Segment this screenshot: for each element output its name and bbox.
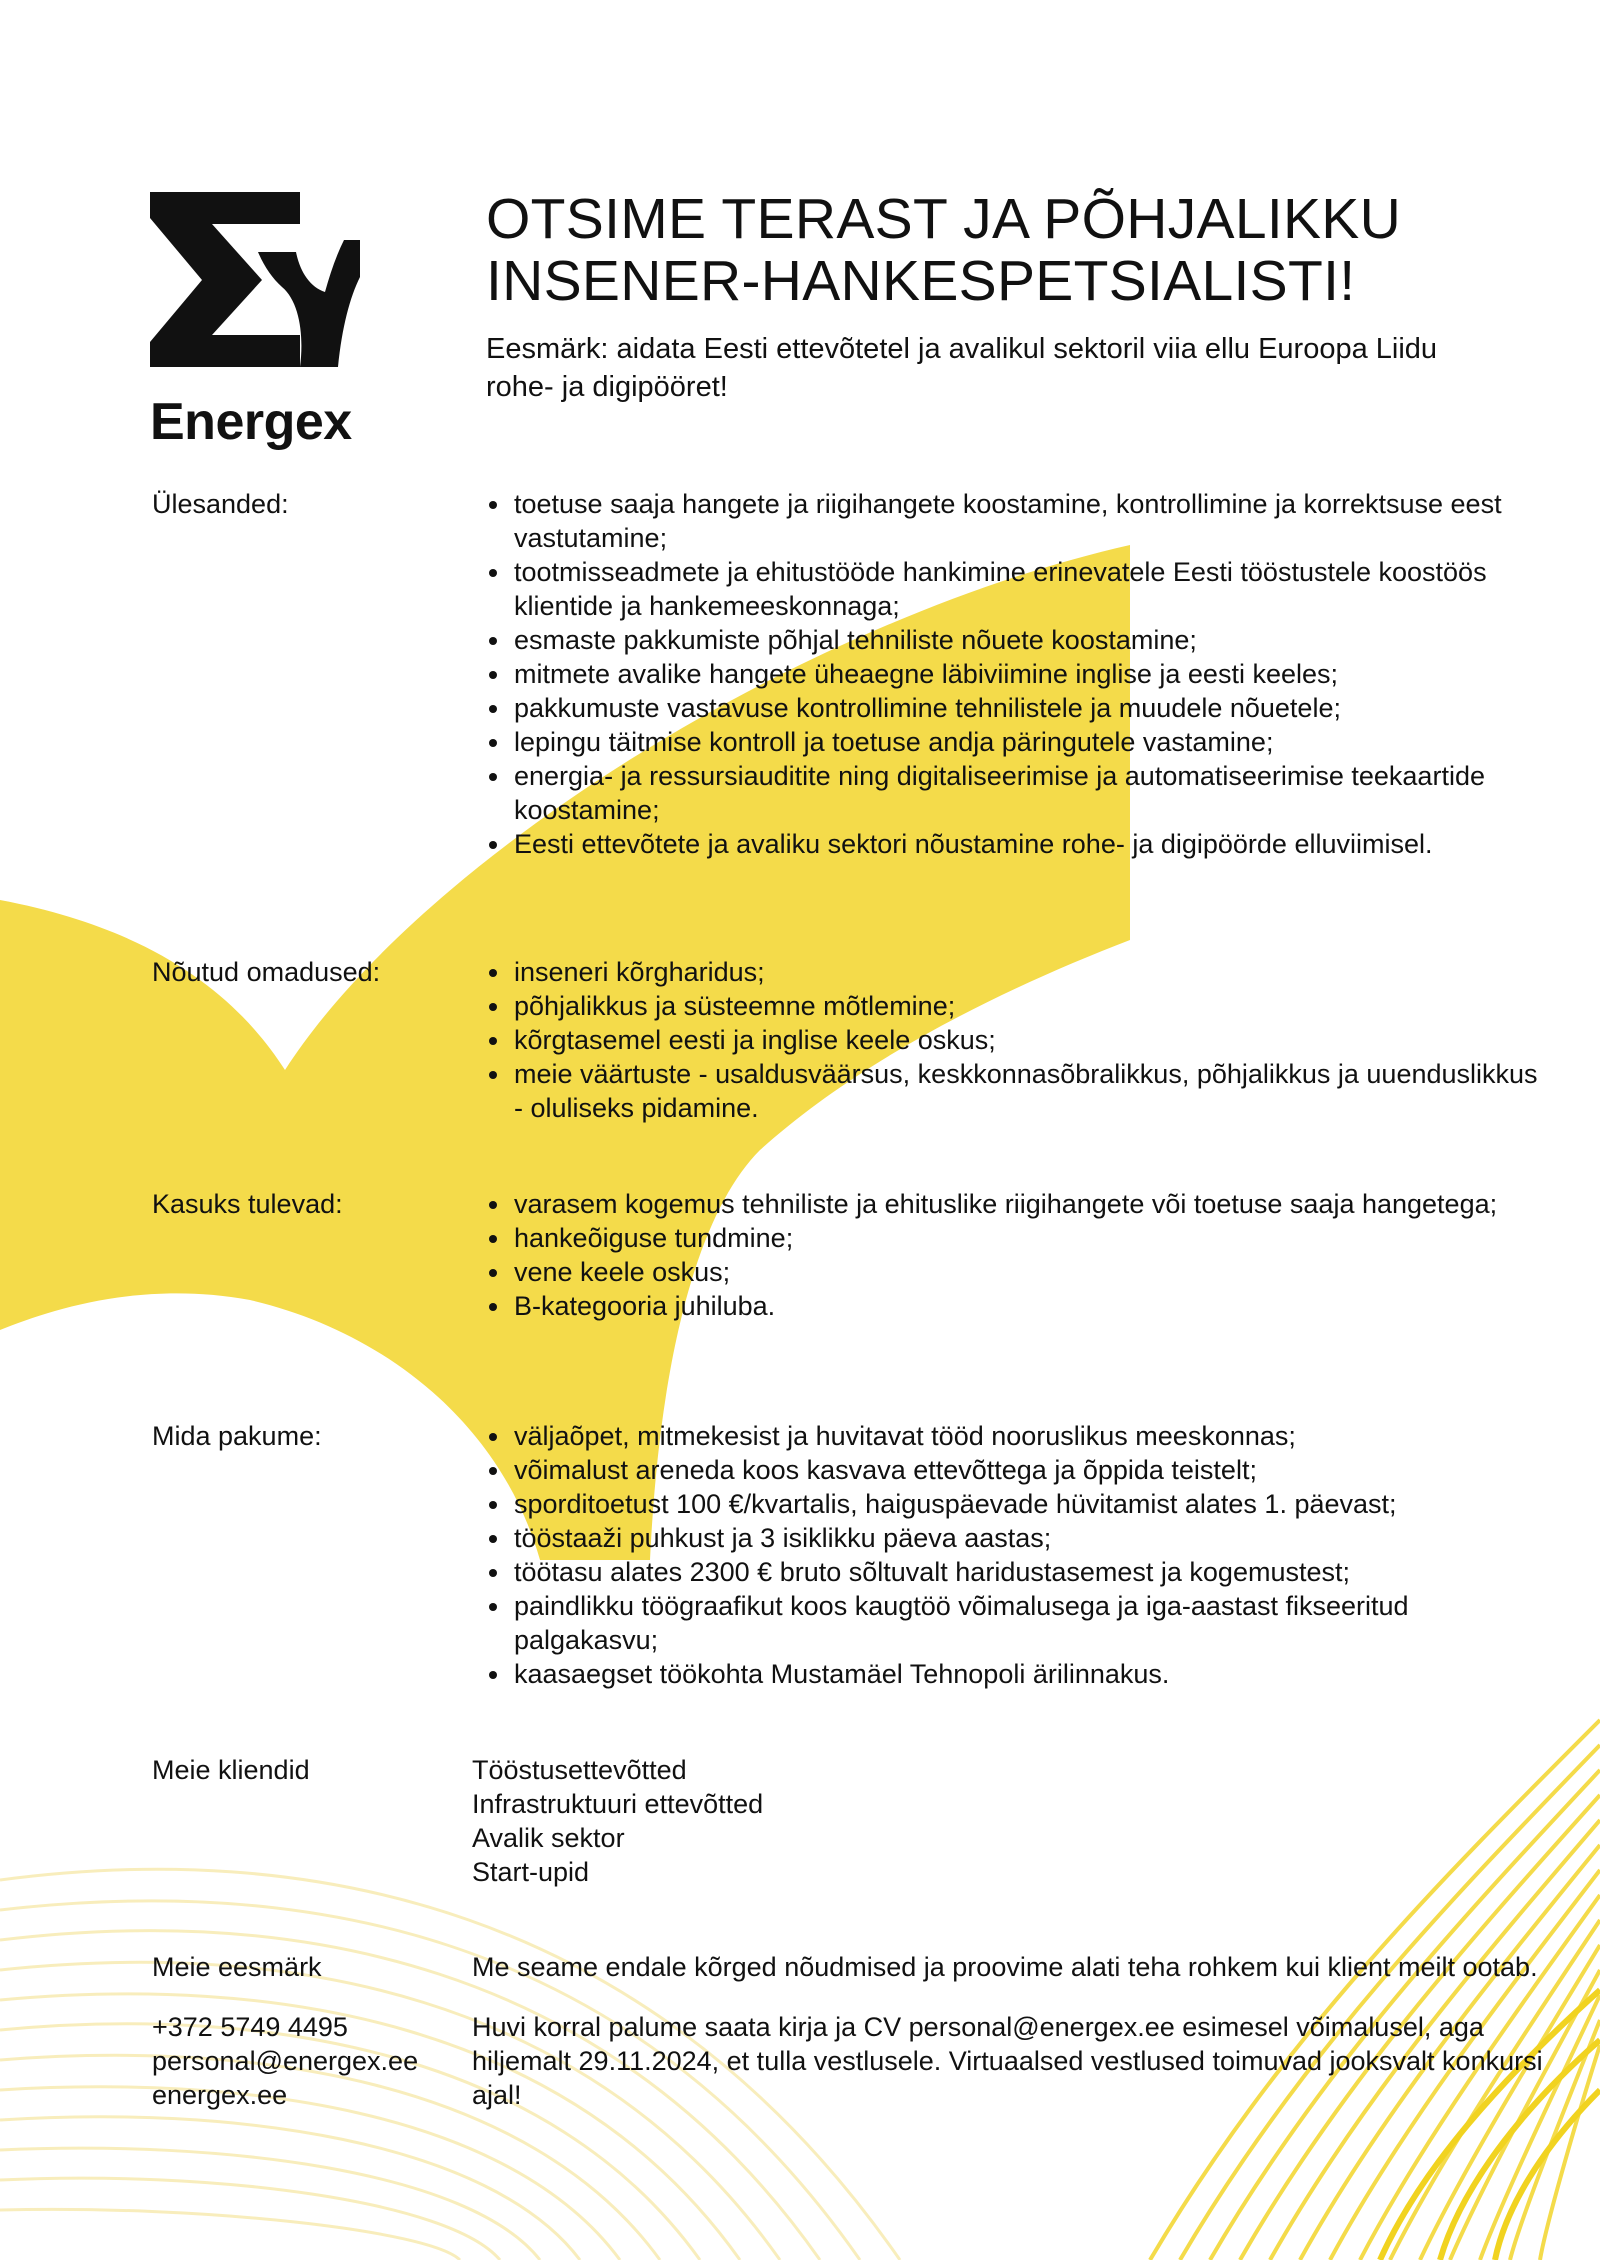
list-item: mitmete avalike hangete üheaegne läbiviimine inglise ja eesti keeles; <box>486 657 1546 691</box>
list-item: meie väärtuste - usaldusväärsus, keskkonnasõbralikkus, põhjalikkus ja uuenduslikkus - oluliseks pidamine. <box>486 1057 1546 1125</box>
contact-block <box>152 2010 418 2112</box>
energex-logo <box>150 192 360 451</box>
advantages-list <box>486 1187 1546 1323</box>
requirements-label: Nõutud omadused: <box>152 957 381 987</box>
title-line-1: OTSIME TERAST JA PÕHJALIKKU <box>486 187 1402 251</box>
list-item: vene keele oskus; <box>486 1255 1546 1289</box>
list-item: tööstaaži puhkust ja 3 isiklikku päeva aastas; <box>486 1521 1546 1555</box>
list-item: kaasaegset töökohta Mustamäel Tehnopoli ärilinnakus. <box>486 1657 1546 1691</box>
client-type: Tööstusettevõtted <box>472 1755 687 1785</box>
title-line-2: INSENER-HANKESPETSIALISTI! <box>486 249 1356 313</box>
list-item: lepingu täitmise kontroll ja toetuse andja päringutele vastamine; <box>486 725 1546 759</box>
client-type: Avalik sektor <box>472 1823 625 1853</box>
energex-mark-icon <box>150 192 360 367</box>
tasks-label: Ülesanded: <box>152 489 289 519</box>
list-item: põhjalikkus ja süsteemne mõtlemine; <box>486 989 1546 1023</box>
list-item: energia- ja ressursiauditite ning digitaliseerimise ja automatiseerimise teekaartide koostamine; <box>486 759 1546 827</box>
list-item: väljaõpet, mitmekesist ja huvitavat tööd nooruslikus meeskonnas; <box>486 1419 1546 1453</box>
page-subtitle: Eesmärk: aidata Eesti ettevõtetel ja avalikul sektoril viia ellu Euroopa Liidu rohe- ja digipööret! <box>486 333 1438 403</box>
client-type: Start-upid <box>472 1857 590 1887</box>
clients-list <box>472 1753 763 1889</box>
requirements-list <box>486 955 1546 1125</box>
list-item: esmaste pakkumiste põhjal tehniliste nõuete koostamine; <box>486 623 1546 657</box>
advantages-label: Kasuks tulevad: <box>152 1189 343 1219</box>
clients-label: Meie kliendid <box>152 1755 310 1785</box>
list-item: varasem kogemus tehniliste ja ehituslike riigihangete või toetuse saaja hangetega; <box>486 1187 1546 1221</box>
contact-email[interactable]: personal@energex.ee <box>152 2046 419 2076</box>
client-type: Infrastruktuuri ettevõtted <box>472 1789 764 1819</box>
list-item: inseneri kõrgharidus; <box>486 955 1546 989</box>
list-item: töötasu alates 2300 € bruto sõltuvalt haridustasemest ja kogemustest; <box>486 1555 1546 1589</box>
list-item: toetuse saaja hangete ja riigihangete koostamine, kontrollimine ja korrektsuse eest vastutamine; <box>486 487 1546 555</box>
apply-text: Huvi korral palume saata kirja ja CV personal@energex.ee esimesel võimalusel, aga hiljemalt 29.11.2024, et tulla vestlusele. Virtuaalsed vestlused toimuvad jooksvalt konkursi ajal! <box>472 2012 1543 2110</box>
list-item: kõrgtasemel eesti ja inglise keele oskus; <box>486 1023 1546 1057</box>
goal-label: Meie eesmärk <box>152 1952 322 1982</box>
list-item: Eesti ettevõtete ja avaliku sektori nõustamine rohe- ja digipöörde elluviimisel. <box>486 827 1546 861</box>
list-item: hankeõiguse tundmine; <box>486 1221 1546 1255</box>
contact-phone[interactable]: +372 5749 4495 <box>152 2012 348 2042</box>
page-title <box>486 188 1546 312</box>
list-item: paindlikku töögraafikut koos kaugtöö võimalusega ja iga-aastast fikseeritud palgakasvu; <box>486 1589 1546 1657</box>
list-item: B-kategooria juhiluba. <box>486 1289 1546 1323</box>
tasks-list <box>486 487 1546 861</box>
logo-wordmark: Energex <box>150 393 352 451</box>
list-item: pakkumuste vastavuse kontrollimine tehnilistele ja muudele nõuetele; <box>486 691 1546 725</box>
list-item: sporditoetust 100 €/kvartalis, haiguspäevade hüvitamist alates 1. päevast; <box>486 1487 1546 1521</box>
offer-label: Mida pakume: <box>152 1421 322 1451</box>
list-item: tootmisseadmete ja ehitustööde hankimine erinevatele Eesti tööstustele koostöös klientide ja hankemeeskonnaga; <box>486 555 1546 623</box>
offer-list <box>486 1419 1546 1691</box>
goal-text: Me seame endale kõrged nõudmised ja proovime alati teha rohkem kui klient meilt ootab. <box>472 1952 1538 1982</box>
list-item: võimalust areneda koos kasvava ettevõttega ja õppida teistelt; <box>486 1453 1546 1487</box>
contact-website[interactable]: energex.ee <box>152 2080 288 2110</box>
